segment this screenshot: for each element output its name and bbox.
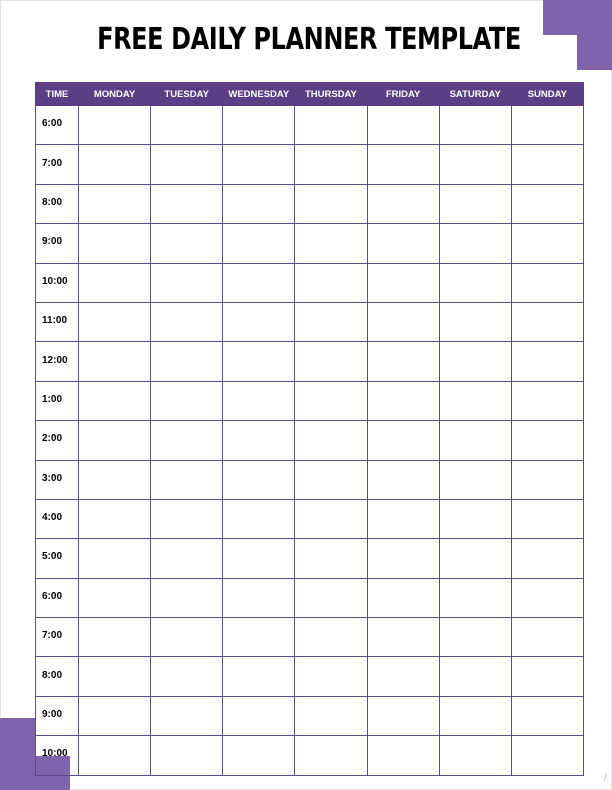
slot-cell-friday[interactable]	[367, 499, 439, 538]
time-label: 9:00	[36, 696, 79, 735]
slot-cell-wednesday[interactable]	[223, 539, 295, 578]
slot-cell-tuesday[interactable]	[151, 263, 223, 302]
slot-cell-thursday[interactable]	[295, 224, 367, 263]
slot-cell-sunday[interactable]	[511, 618, 583, 657]
slot-cell-tuesday[interactable]	[151, 539, 223, 578]
time-slot-row	[36, 263, 584, 302]
slot-cell-saturday[interactable]	[439, 578, 511, 617]
slot-cell-tuesday[interactable]	[151, 657, 223, 696]
time-label: 10:00	[36, 263, 79, 302]
slot-cell-monday[interactable]	[79, 657, 151, 696]
time-slot-row	[36, 184, 584, 223]
slot-cell-friday[interactable]	[367, 421, 439, 460]
time-slot-row	[36, 302, 584, 341]
slot-cell-wednesday[interactable]	[223, 736, 295, 775]
time-label: 4:00	[36, 499, 79, 538]
time-label: 10:00	[36, 736, 79, 775]
slot-cell-tuesday[interactable]	[151, 224, 223, 263]
slot-cell-friday[interactable]	[367, 263, 439, 302]
slot-cell-tuesday[interactable]	[151, 342, 223, 381]
header-row	[36, 83, 584, 106]
slot-cell-wednesday[interactable]	[223, 657, 295, 696]
time-slot-row	[36, 106, 584, 145]
slot-cell-thursday[interactable]	[295, 106, 367, 145]
slot-cell-friday[interactable]	[367, 381, 439, 420]
planner-table	[35, 82, 584, 776]
slot-cell-saturday[interactable]	[439, 460, 511, 499]
slot-cell-thursday[interactable]	[295, 736, 367, 775]
slot-cell-sunday[interactable]	[511, 302, 583, 341]
slot-cell-monday[interactable]	[79, 499, 151, 538]
slot-cell-tuesday[interactable]	[151, 499, 223, 538]
slot-cell-saturday[interactable]	[439, 499, 511, 538]
slot-cell-tuesday[interactable]	[151, 421, 223, 460]
time-label: 8:00	[36, 657, 79, 696]
corner-decoration-top-right-tab	[577, 0, 612, 70]
time-label: 5:00	[36, 539, 79, 578]
slot-cell-monday[interactable]	[79, 224, 151, 263]
slot-cell-friday[interactable]	[367, 736, 439, 775]
header-monday: MONDAY	[79, 83, 151, 106]
slot-cell-wednesday[interactable]	[223, 224, 295, 263]
slot-cell-sunday[interactable]	[511, 736, 583, 775]
corner-mark-glyph: /	[604, 772, 608, 784]
time-slot-row	[36, 381, 584, 420]
slot-cell-saturday[interactable]	[439, 696, 511, 735]
slot-cell-monday[interactable]	[79, 421, 151, 460]
slot-cell-thursday[interactable]	[295, 657, 367, 696]
slot-cell-sunday[interactable]	[511, 460, 583, 499]
header-friday: FRIDAY	[367, 83, 439, 106]
slot-cell-wednesday[interactable]	[223, 460, 295, 499]
slot-cell-tuesday[interactable]	[151, 618, 223, 657]
slot-cell-monday[interactable]	[79, 736, 151, 775]
slot-cell-thursday[interactable]	[295, 460, 367, 499]
time-label: 1:00	[36, 381, 79, 420]
slot-cell-sunday[interactable]	[511, 657, 583, 696]
slot-cell-sunday[interactable]	[511, 145, 583, 184]
slot-cell-thursday[interactable]	[295, 184, 367, 223]
slot-cell-friday[interactable]	[367, 106, 439, 145]
slot-cell-monday[interactable]	[79, 578, 151, 617]
time-slot-row	[36, 499, 584, 538]
time-label: 7:00	[36, 145, 79, 184]
slot-cell-wednesday[interactable]	[223, 302, 295, 341]
slot-cell-friday[interactable]	[367, 342, 439, 381]
slot-cell-thursday[interactable]	[295, 421, 367, 460]
header-thursday: THURSDAY	[295, 83, 367, 106]
slot-cell-tuesday[interactable]	[151, 106, 223, 145]
slot-cell-saturday[interactable]	[439, 106, 511, 145]
slot-cell-thursday[interactable]	[295, 263, 367, 302]
slot-cell-sunday[interactable]	[511, 421, 583, 460]
slot-cell-wednesday[interactable]	[223, 145, 295, 184]
slot-cell-sunday[interactable]	[511, 342, 583, 381]
time-label: 12:00	[36, 342, 79, 381]
slot-cell-monday[interactable]	[79, 618, 151, 657]
slot-cell-friday[interactable]	[367, 184, 439, 223]
slot-cell-thursday[interactable]	[295, 578, 367, 617]
slot-cell-tuesday[interactable]	[151, 696, 223, 735]
page-title: FREE DAILY PLANNER TEMPLATE	[97, 22, 521, 57]
time-label: 9:00	[36, 224, 79, 263]
slot-cell-wednesday[interactable]	[223, 696, 295, 735]
time-label: 6:00	[36, 578, 79, 617]
slot-cell-saturday[interactable]	[439, 342, 511, 381]
slot-cell-friday[interactable]	[367, 460, 439, 499]
slot-cell-thursday[interactable]	[295, 381, 367, 420]
slot-cell-sunday[interactable]	[511, 499, 583, 538]
slot-cell-thursday[interactable]	[295, 499, 367, 538]
slot-cell-sunday[interactable]	[511, 696, 583, 735]
time-label: 2:00	[36, 421, 79, 460]
slot-cell-saturday[interactable]	[439, 302, 511, 341]
slot-cell-friday[interactable]	[367, 657, 439, 696]
slot-cell-friday[interactable]	[367, 578, 439, 617]
slot-cell-monday[interactable]	[79, 263, 151, 302]
header-wednesday: WEDNESDAY	[223, 83, 295, 106]
header-tuesday: TUESDAY	[151, 83, 223, 106]
slot-cell-wednesday[interactable]	[223, 184, 295, 223]
time-label: 6:00	[36, 106, 79, 145]
time-slot-row	[36, 696, 584, 735]
header-sunday: SUNDAY	[511, 83, 583, 106]
slot-cell-monday[interactable]	[79, 302, 151, 341]
slot-cell-friday[interactable]	[367, 302, 439, 341]
slot-cell-tuesday[interactable]	[151, 381, 223, 420]
slot-cell-wednesday[interactable]	[223, 578, 295, 617]
slot-cell-monday[interactable]	[79, 106, 151, 145]
slot-cell-saturday[interactable]	[439, 224, 511, 263]
time-label: 8:00	[36, 184, 79, 223]
slot-cell-saturday[interactable]	[439, 381, 511, 420]
slot-cell-monday[interactable]	[79, 696, 151, 735]
time-label: 7:00	[36, 618, 79, 657]
slot-cell-saturday[interactable]	[439, 145, 511, 184]
slot-cell-thursday[interactable]	[295, 145, 367, 184]
slot-cell-thursday[interactable]	[295, 539, 367, 578]
slot-cell-friday[interactable]	[367, 145, 439, 184]
time-slot-row	[36, 539, 584, 578]
slot-cell-sunday[interactable]	[511, 184, 583, 223]
slot-cell-wednesday[interactable]	[223, 421, 295, 460]
slot-cell-wednesday[interactable]	[223, 499, 295, 538]
time-slot-row	[36, 421, 584, 460]
slot-cell-thursday[interactable]	[295, 302, 367, 341]
header-saturday: SATURDAY	[439, 83, 511, 106]
slot-cell-sunday[interactable]	[511, 381, 583, 420]
slot-cell-wednesday[interactable]	[223, 263, 295, 302]
slot-cell-friday[interactable]	[367, 224, 439, 263]
slot-cell-saturday[interactable]	[439, 421, 511, 460]
slot-cell-tuesday[interactable]	[151, 578, 223, 617]
slot-cell-wednesday[interactable]	[223, 618, 295, 657]
slot-cell-monday[interactable]	[79, 184, 151, 223]
slot-cell-saturday[interactable]	[439, 657, 511, 696]
time-slot-row	[36, 578, 584, 617]
time-slot-row	[36, 736, 584, 775]
time-slot-row	[36, 460, 584, 499]
slot-cell-wednesday[interactable]	[223, 106, 295, 145]
slot-cell-saturday[interactable]	[439, 539, 511, 578]
slot-cell-thursday[interactable]	[295, 618, 367, 657]
slot-cell-saturday[interactable]	[439, 618, 511, 657]
slot-cell-sunday[interactable]	[511, 106, 583, 145]
slot-cell-monday[interactable]	[79, 539, 151, 578]
slot-cell-saturday[interactable]	[439, 184, 511, 223]
slot-cell-saturday[interactable]	[439, 736, 511, 775]
slot-cell-monday[interactable]	[79, 460, 151, 499]
time-label: 11:00	[36, 302, 79, 341]
time-slot-row	[36, 224, 584, 263]
planner-body	[36, 106, 584, 776]
slot-cell-tuesday[interactable]	[151, 145, 223, 184]
slot-cell-wednesday[interactable]	[223, 381, 295, 420]
slot-cell-friday[interactable]	[367, 539, 439, 578]
slot-cell-monday[interactable]	[79, 342, 151, 381]
time-slot-row	[36, 342, 584, 381]
time-slot-row	[36, 145, 584, 184]
slot-cell-tuesday[interactable]	[151, 184, 223, 223]
slot-cell-sunday[interactable]	[511, 224, 583, 263]
slot-cell-monday[interactable]	[79, 145, 151, 184]
slot-cell-thursday[interactable]	[295, 696, 367, 735]
slot-cell-sunday[interactable]	[511, 539, 583, 578]
slot-cell-sunday[interactable]	[511, 263, 583, 302]
time-slot-row	[36, 618, 584, 657]
time-label: 3:00	[36, 460, 79, 499]
slot-cell-wednesday[interactable]	[223, 342, 295, 381]
slot-cell-friday[interactable]	[367, 696, 439, 735]
slot-cell-sunday[interactable]	[511, 578, 583, 617]
slot-cell-tuesday[interactable]	[151, 736, 223, 775]
slot-cell-tuesday[interactable]	[151, 460, 223, 499]
slot-cell-monday[interactable]	[79, 381, 151, 420]
slot-cell-friday[interactable]	[367, 618, 439, 657]
slot-cell-tuesday[interactable]	[151, 302, 223, 341]
time-slot-row	[36, 657, 584, 696]
slot-cell-saturday[interactable]	[439, 263, 511, 302]
slot-cell-thursday[interactable]	[295, 342, 367, 381]
header-time: TIME	[36, 83, 79, 106]
